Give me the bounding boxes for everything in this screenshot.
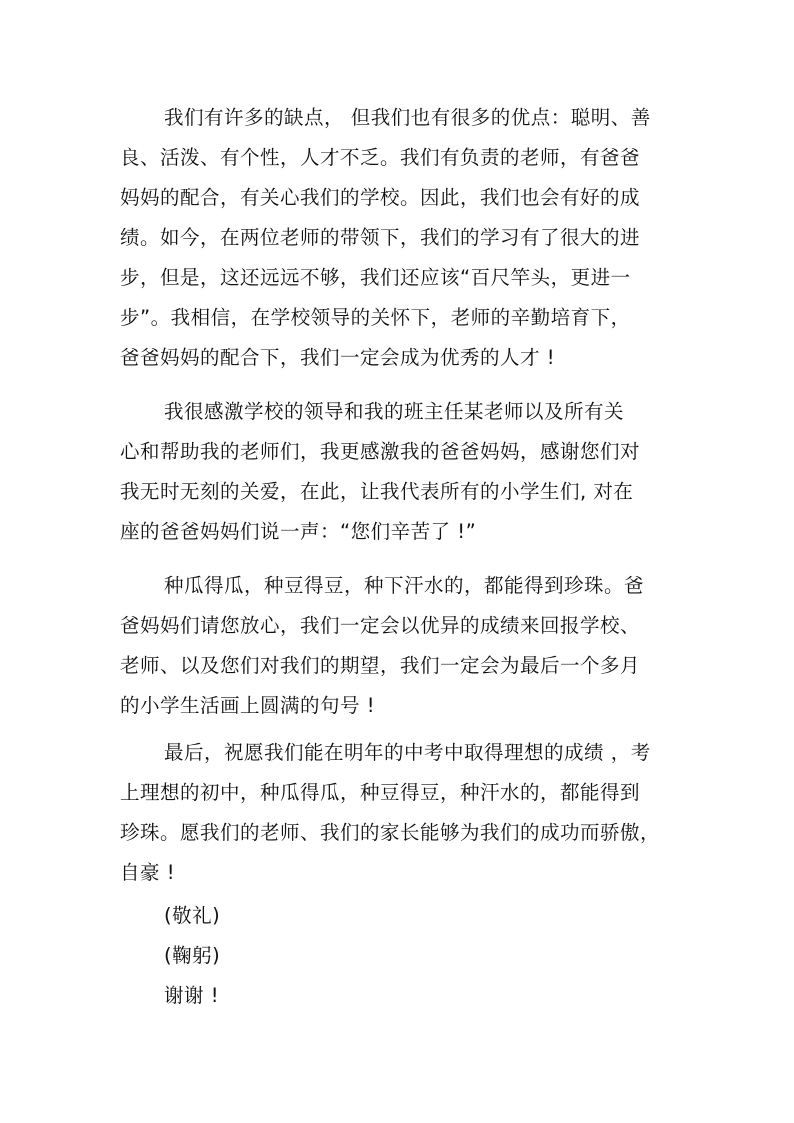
paragraph-1-line-1: 我们有许多的缺点， 但我们也有很多的优点：聪明、善 <box>164 106 651 129</box>
paragraph-1-line-5: 步，但是，这还远远不够，我们还应该“百尺竿头，更进一 <box>120 266 631 289</box>
paragraph-2-line-1: 我很感激学校的领导和我的班主任某老师以及所有关 <box>164 400 625 423</box>
paragraph-4-line-4: 自豪 ! <box>120 861 176 884</box>
paragraph-1-line-4: 绩。如今，在两位老师的带领下，我们的学习有了很大的进 <box>120 226 641 249</box>
paragraph-2-line-4: 座的爸爸妈妈们说一声：“您们辛苦了 !” <box>120 520 477 543</box>
closing-salute: (敬礼) <box>164 904 221 927</box>
paragraph-1-line-7: 爸爸妈妈的配合下，我们一定会成为优秀的人才 ! <box>120 346 556 369</box>
paragraph-3-line-3: 老师、以及您们对我们的期望，我们一定会为最后一个多月 <box>120 654 641 677</box>
paragraph-4-line-3: 珍珠。愿我们的老师、我们的家长能够为我们的成功而骄傲， <box>120 821 661 844</box>
paragraph-1-line-3: 妈妈的配合，有关心我们的学校。因此，我们也会有好的成 <box>120 186 641 209</box>
paragraph-3-line-4: 的小学生活画上圆满的句号 ! <box>120 694 376 717</box>
paragraph-3-line-1: 种瓜得瓜，种豆得豆，种下汗水的，都能得到珍珠。爸 <box>164 574 645 597</box>
closing-thanks: 谢谢 ! <box>164 984 220 1007</box>
paragraph-4-line-1: 最后，祝愿我们能在明年的中考中取得理想的成绩 ，考 <box>164 741 651 764</box>
paragraph-1-line-2: 良、活泼、有个性，人才不乏。我们有负责的老师，有爸爸 <box>120 146 641 169</box>
closing-bow: (鞠躬) <box>164 944 221 967</box>
paragraph-3-line-2: 爸妈妈们请您放心，我们一定会以优异的成绩来回报学校、 <box>120 614 641 637</box>
paragraph-2-line-2: 心和帮助我的老师们，我更感激我的爸爸妈妈，感谢您们对 <box>120 440 641 463</box>
paragraph-4-line-2: 上理想的初中，种瓜得瓜，种豆得豆，种汗水的，都能得到 <box>120 781 641 804</box>
paragraph-2-line-3: 我无时无刻的关爱，在此，让我代表所有的小学生们, 对在 <box>120 480 634 503</box>
paragraph-1-line-6: 步”。我相信，在学校领导的关怀下，老师的辛勤培育下， <box>120 306 631 329</box>
